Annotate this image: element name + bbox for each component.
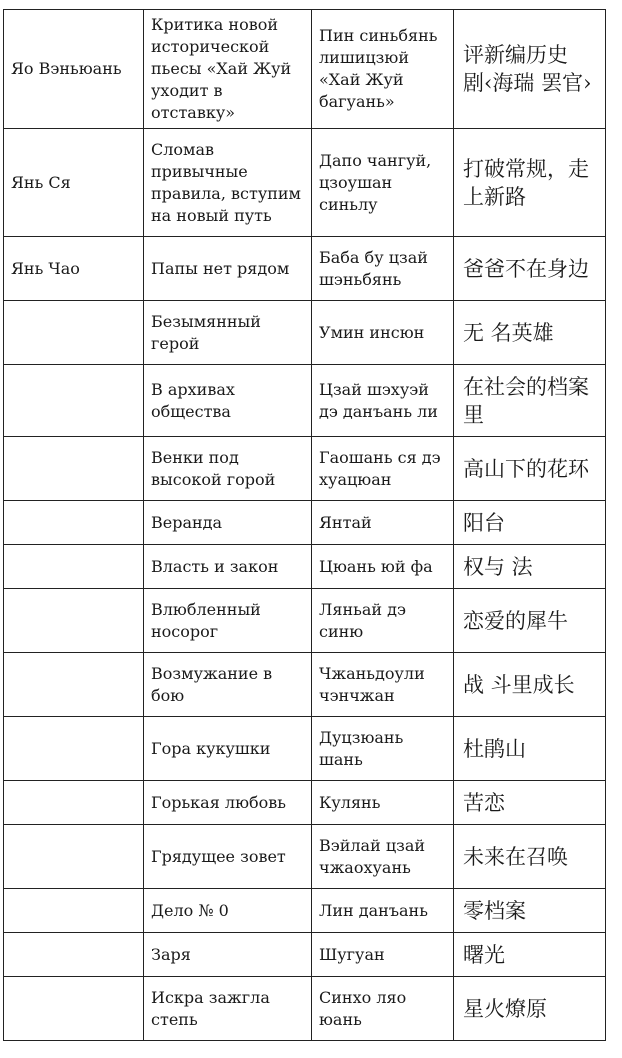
chinese-title-cell: 星火燎原 xyxy=(454,977,606,1041)
table-row xyxy=(4,653,606,717)
pinyin-cell: Баба бу цзай шэньбянь xyxy=(312,237,454,301)
chinese-title-cell: 零档案 xyxy=(454,889,606,933)
russian-title-cell: Папы нет рядом xyxy=(144,237,312,301)
table-row xyxy=(4,237,606,301)
russian-title-cell: Горькая любовь xyxy=(144,781,312,825)
table-row xyxy=(4,10,606,129)
russian-title-cell: Венки под высокой горой xyxy=(144,437,312,501)
table-row xyxy=(4,545,606,589)
table-row xyxy=(4,501,606,545)
chinese-title-cell: 恋爱的犀牛 xyxy=(454,589,606,653)
pinyin-cell: Ляньай дэ синю xyxy=(312,589,454,653)
table-row xyxy=(4,365,606,437)
table-row xyxy=(4,889,606,933)
russian-title-cell: Критика новой исторической пьесы «Хай Жуй уходит в отставку» xyxy=(144,10,312,129)
author-cell xyxy=(4,545,144,589)
author-cell xyxy=(4,825,144,889)
pinyin-cell: Умин инсюн xyxy=(312,301,454,365)
pinyin-cell: Шугуан xyxy=(312,933,454,977)
pinyin-cell: Янтай xyxy=(312,501,454,545)
author-cell: Янь Чао xyxy=(4,237,144,301)
chinese-title-cell: 打破常规，走上新路 xyxy=(454,129,606,237)
pinyin-cell: Синхо ляо юань xyxy=(312,977,454,1041)
pinyin-cell: Дапо чангуй, цзоушан синьлу xyxy=(312,129,454,237)
table-row xyxy=(4,589,606,653)
pinyin-cell: Дуцзюань шань xyxy=(312,717,454,781)
author-cell xyxy=(4,589,144,653)
table-row xyxy=(4,781,606,825)
russian-title-cell: Влюбленный носорог xyxy=(144,589,312,653)
chinese-title-cell: 评新编历史剧‹海瑞 罢官› xyxy=(454,10,606,129)
chinese-title-cell: 高山下的花环 xyxy=(454,437,606,501)
author-cell xyxy=(4,717,144,781)
russian-title-cell: Искра зажгла степь xyxy=(144,977,312,1041)
table-row xyxy=(4,301,606,365)
pinyin-cell: Вэйлай цзай чжаохуань xyxy=(312,825,454,889)
table-row xyxy=(4,825,606,889)
russian-title-cell: Веранда xyxy=(144,501,312,545)
author-cell xyxy=(4,301,144,365)
russian-title-cell: Сломав привычные правила, вступим на новый путь xyxy=(144,129,312,237)
chinese-title-cell: 曙光 xyxy=(454,933,606,977)
table-row xyxy=(4,977,606,1041)
author-cell xyxy=(4,437,144,501)
table-row xyxy=(4,437,606,501)
author-cell: Янь Ся xyxy=(4,129,144,237)
russian-title-cell: Возмужание в бою xyxy=(144,653,312,717)
chinese-title-cell: 爸爸不在身边 xyxy=(454,237,606,301)
pinyin-cell: Чжаньдоули чэнчжан xyxy=(312,653,454,717)
russian-title-cell: Безымянный герой xyxy=(144,301,312,365)
chinese-title-cell: 阳台 xyxy=(454,501,606,545)
table-row xyxy=(4,129,606,237)
chinese-title-cell: 战 斗里成长 xyxy=(454,653,606,717)
chinese-title-cell: 未来在召唤 xyxy=(454,825,606,889)
russian-title-cell: Гора кукушки xyxy=(144,717,312,781)
chinese-title-cell: 无 名英雄 xyxy=(454,301,606,365)
author-cell xyxy=(4,781,144,825)
pinyin-cell: Цзай шэхуэй дэ данъань ли xyxy=(312,365,454,437)
russian-title-cell: Заря xyxy=(144,933,312,977)
russian-title-cell: В архивах общества xyxy=(144,365,312,437)
pinyin-cell: Кулянь xyxy=(312,781,454,825)
russian-title-cell: Грядущее зовет xyxy=(144,825,312,889)
chinese-title-cell: 在社会的档案里 xyxy=(454,365,606,437)
author-cell xyxy=(4,977,144,1041)
chinese-title-cell: 苦恋 xyxy=(454,781,606,825)
chinese-title-cell: 权与 法 xyxy=(454,545,606,589)
author-cell xyxy=(4,889,144,933)
author-cell xyxy=(4,365,144,437)
russian-title-cell: Дело № 0 xyxy=(144,889,312,933)
author-cell xyxy=(4,653,144,717)
chinese-title-cell: 杜鹃山 xyxy=(454,717,606,781)
titles-table-body xyxy=(4,10,606,1041)
pinyin-cell: Пин синьбянь лишицзюй «Хай Жуй багуань» xyxy=(312,10,454,129)
titles-table xyxy=(3,9,606,1041)
russian-title-cell: Власть и закон xyxy=(144,545,312,589)
pinyin-cell: Цюань юй фа xyxy=(312,545,454,589)
author-cell xyxy=(4,501,144,545)
author-cell xyxy=(4,933,144,977)
table-row xyxy=(4,933,606,977)
pinyin-cell: Лин данъань xyxy=(312,889,454,933)
pinyin-cell: Гаошань ся дэ хуацюан xyxy=(312,437,454,501)
author-cell: Яо Вэньюань xyxy=(4,10,144,129)
table-row xyxy=(4,717,606,781)
